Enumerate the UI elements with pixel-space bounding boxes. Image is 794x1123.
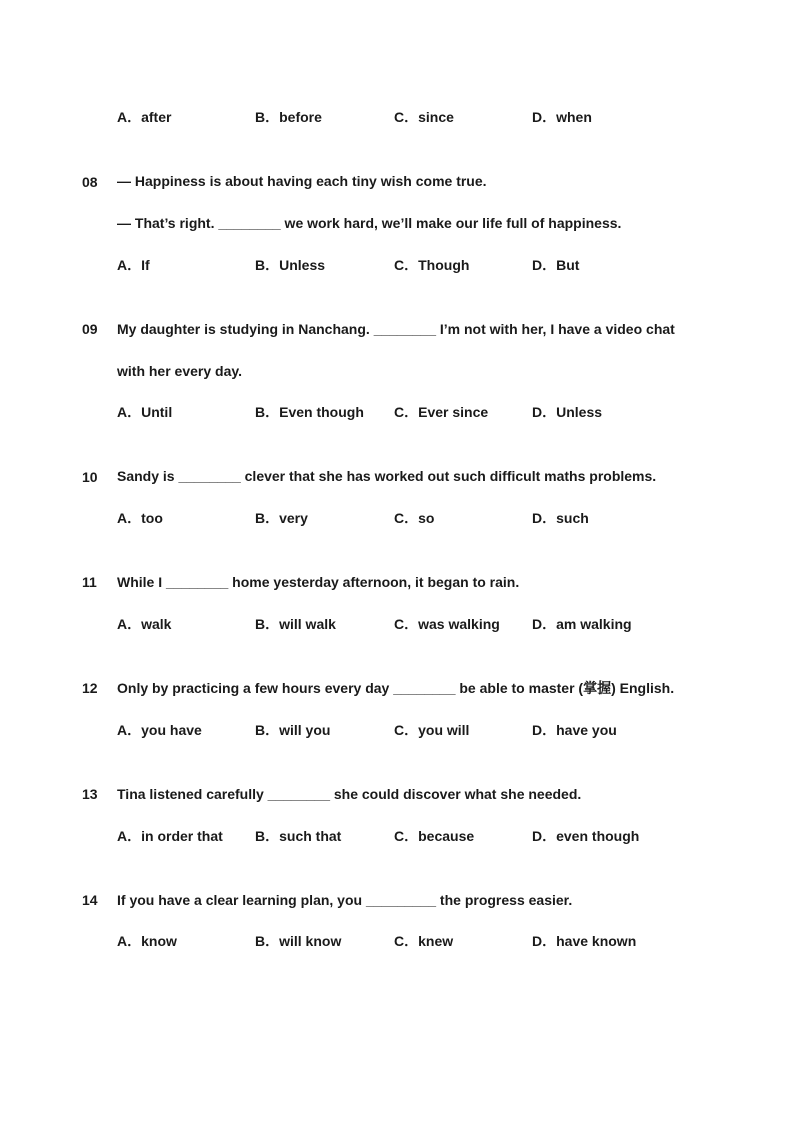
- option-b: B．such that: [255, 828, 342, 844]
- option-c: C．Ever since: [394, 404, 489, 420]
- option-d: D．am walking: [532, 616, 632, 632]
- option-a: A．know: [117, 933, 177, 949]
- option-d: D．have known: [532, 933, 637, 949]
- option-b: B．Unless: [255, 257, 326, 273]
- option-b: B．Even though: [255, 404, 364, 420]
- question-text-line-1: My daughter is studying in Nanchang. ________ I’m not with her, I have a video chat: [117, 321, 675, 337]
- option-b: B．will know: [255, 933, 342, 949]
- option-b: B．very: [255, 510, 308, 526]
- option-b: B．before: [255, 109, 322, 125]
- option-a: A．after: [117, 109, 172, 125]
- option-c: C．Though: [394, 257, 470, 273]
- option-a: A．in order that: [117, 828, 223, 844]
- option-a: A．too: [117, 510, 163, 526]
- question-number: 13: [82, 786, 98, 802]
- question-number: 10: [82, 469, 98, 485]
- question-number: 09: [82, 321, 98, 337]
- option-a: A．you have: [117, 722, 202, 738]
- option-b: B．will walk: [255, 616, 336, 632]
- question-text-line-2: with her every day.: [117, 363, 243, 379]
- option-c: C．since: [394, 109, 454, 125]
- option-a: A．Until: [117, 404, 173, 420]
- question-text-line-1: Only by practicing a few hours every day ________ be able to master (掌握) English.: [117, 680, 675, 696]
- option-d: D．have you: [532, 722, 617, 738]
- option-d: D．Unless: [532, 404, 603, 420]
- option-c: C．so: [394, 510, 435, 526]
- option-c: C．knew: [394, 933, 454, 949]
- option-b: B．will you: [255, 722, 331, 738]
- question-text-line-1: While I ________ home yesterday afternoon, it began to rain.: [117, 574, 520, 590]
- option-d: D．even though: [532, 828, 640, 844]
- question-number: 12: [82, 680, 98, 696]
- option-c: C．was walking: [394, 616, 500, 632]
- option-d: D．such: [532, 510, 589, 526]
- option-c: C．because: [394, 828, 475, 844]
- question-text-line-1: Sandy is ________ clever that she has worked out such difficult maths problems.: [117, 468, 657, 484]
- option-d: D．when: [532, 109, 592, 125]
- question-text-line-1: — Happiness is about having each tiny wish come true.: [117, 173, 487, 189]
- question-number: 08: [82, 174, 98, 190]
- option-c: C．you will: [394, 722, 470, 738]
- option-a: A．If: [117, 257, 150, 273]
- option-d: D．But: [532, 257, 580, 273]
- option-a: A．walk: [117, 616, 172, 632]
- question-number: 14: [82, 892, 98, 908]
- question-number: 11: [82, 574, 97, 590]
- question-text-line-1: Tina listened carefully ________ she could discover what she needed.: [117, 786, 582, 802]
- question-text-line-2: — That’s right. ________ we work hard, we’ll make our life full of happiness.: [117, 215, 622, 231]
- question-text-line-1: If you have a clear learning plan, you _________ the progress easier.: [117, 892, 573, 908]
